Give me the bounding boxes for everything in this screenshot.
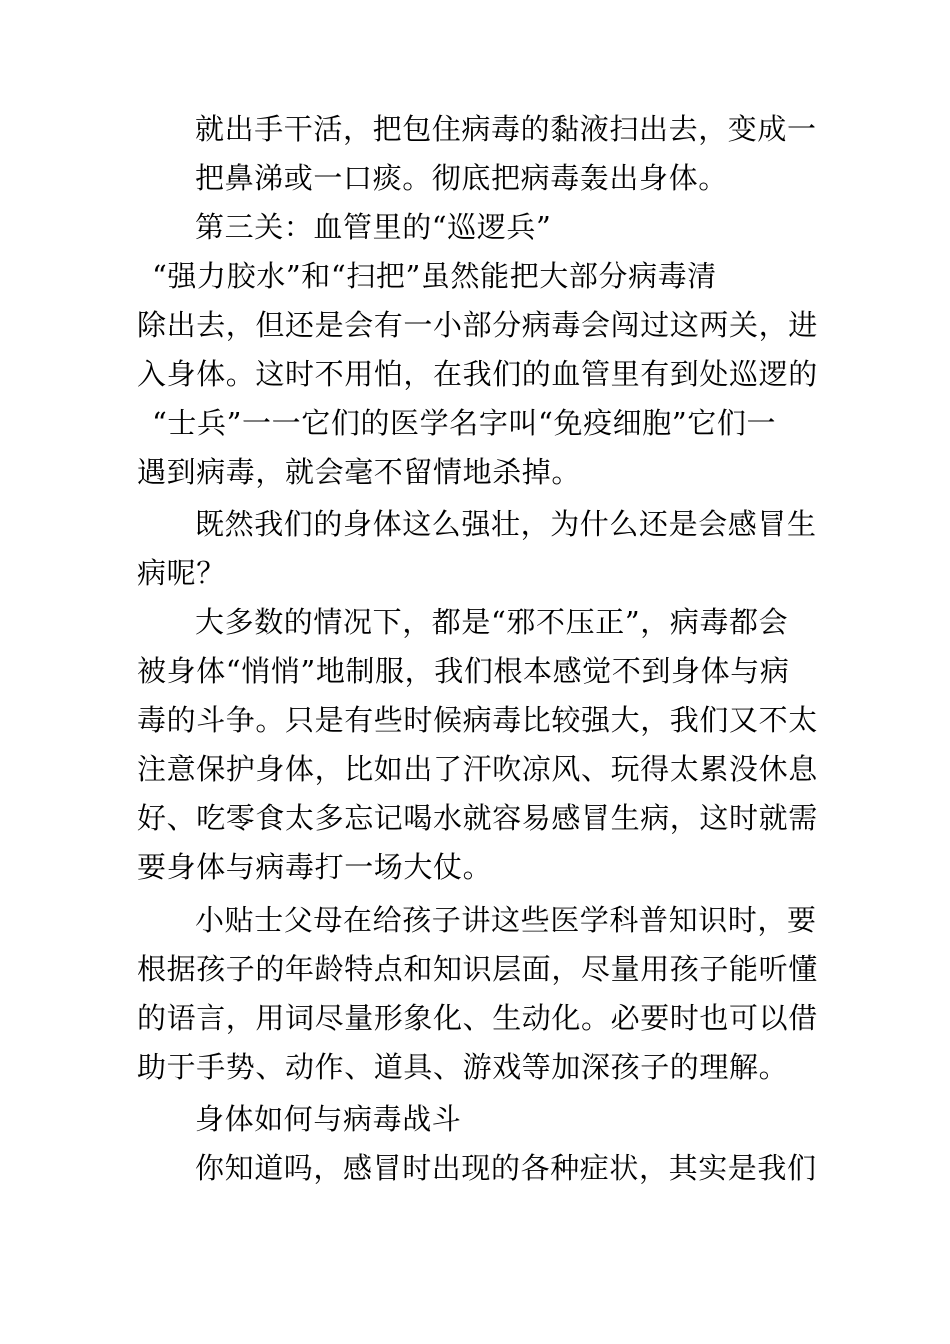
text-line: 助于手势、动作、道具、游戏等加深孩子的理解。 <box>137 1050 789 1084</box>
text-line: 要身体与病毒打一场大仗。 <box>137 850 493 884</box>
text-line: 遇到病毒，就会毫不留情地杀掉。 <box>137 455 582 489</box>
text-line: 就出手干活，把包住病毒的黏液扫出去，变成一 <box>195 112 817 146</box>
text-line: 除出去，但还是会有一小部分病毒会闯过这两关，进 <box>137 308 818 342</box>
text-line: 入身体。这时不用怕，在我们的血管里有到处巡逻的 <box>137 357 818 391</box>
text-line: 的语言，用词尽量形象化、生动化。必要时也可以借 <box>137 1001 818 1035</box>
text-line: 你知道吗，感冒时出现的各种症状，其实是我们 <box>195 1151 817 1185</box>
text-line: 毒的斗争。只是有些时候病毒比较强大，我们又不太 <box>137 703 818 737</box>
text-line: 小贴士父母在给孩子讲这些医学科普知识时，要 <box>195 903 817 937</box>
text-line: 病呢？ <box>137 556 226 590</box>
section-heading: 第三关：血管里的“巡逻兵” <box>195 210 552 244</box>
text-line: 好、吃零食太多忘记喝水就容易感冒生病，这时就需 <box>137 801 818 835</box>
section-heading: 身体如何与病毒战斗 <box>195 1102 462 1136</box>
text-line: 把鼻涕或一口痰。彻底把病毒轰出身体。 <box>195 161 728 195</box>
text-line: “士兵”一一它们的医学名字叫“免疫细胞”它们一 <box>152 406 777 440</box>
text-line: 注意保护身体，比如出了汗吹凉风、玩得太累没休息 <box>137 752 818 786</box>
text-line: 被身体“悄悄”地制服，我们根本感觉不到身体与病 <box>137 654 790 688</box>
text-line: 既然我们的身体这么强壮，为什么还是会感冒生 <box>195 507 817 541</box>
text-line: “强力胶水”和“扫把”虽然能把大部分病毒清 <box>152 259 717 293</box>
text-line: 根据孩子的年龄特点和知识层面，尽量用孩子能听懂 <box>137 952 818 986</box>
text-line: 大多数的情况下，都是“邪不压正”，病毒都会 <box>195 605 789 639</box>
